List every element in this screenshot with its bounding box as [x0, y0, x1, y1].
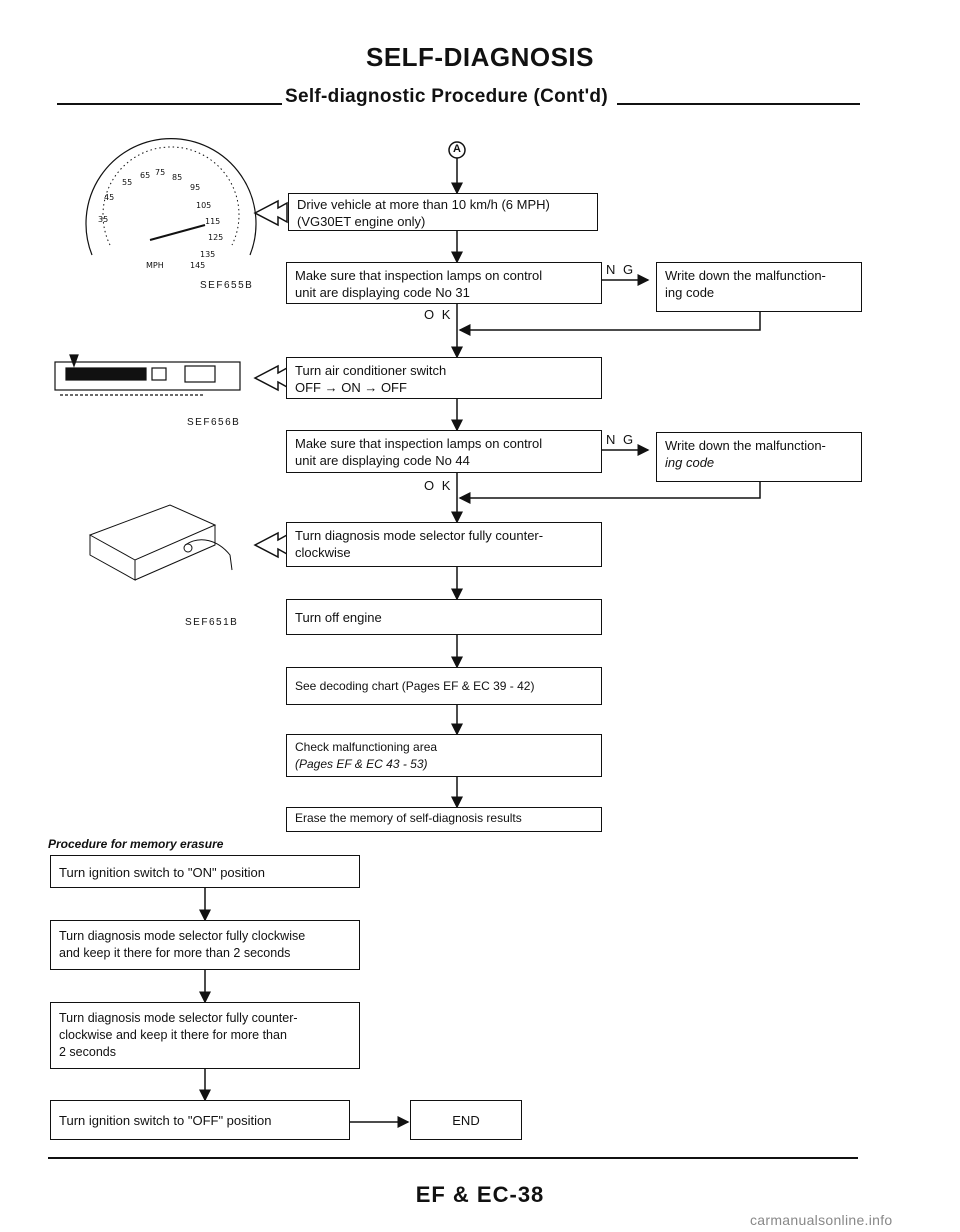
return-ng1: [460, 312, 760, 330]
svg-text:95: 95: [190, 183, 201, 192]
erase-step-ignition-off: Turn ignition switch to "OFF" position: [50, 1100, 350, 1140]
control-panel-illustration: [55, 355, 240, 395]
step-turn-off-engine: Turn off engine: [286, 599, 602, 635]
svg-text:105: 105: [196, 201, 212, 210]
step-decoding-chart: See decoding chart (Pages EF & EC 39 - 42): [286, 667, 602, 705]
svg-text:75: 75: [155, 168, 166, 177]
step-check-malfunction: Check malfunctioning area (Pages EF & EC 43 - 53): [286, 734, 602, 777]
pointer-arrow-2: [255, 366, 287, 390]
step-check-code-44: Make sure that inspection lamps on control unit are displaying code No 44: [286, 430, 602, 473]
pointer-arrow-1: [255, 201, 287, 225]
return-ng2: [460, 482, 760, 498]
svg-text:MPH: MPH: [146, 261, 164, 270]
svg-text:115: 115: [205, 217, 221, 226]
erase-step-selector-clockwise: Turn diagnosis mode selector fully clockwise and keep it there for more than 2 seconds: [50, 920, 360, 970]
footer-rule: [48, 1157, 858, 1159]
svg-text:145: 145: [190, 261, 206, 270]
ng-label-2: N G: [606, 432, 636, 447]
ok-label-1: O K: [424, 307, 453, 322]
step-air-conditioner: Turn air conditioner switch OFF → ON → OFF: [286, 357, 602, 399]
svg-text:85: 85: [172, 173, 183, 182]
ng-write-down-1: Write down the malfunction- ing code: [656, 262, 862, 312]
step-selector-counterclockwise: Turn diagnosis mode selector fully counter- clockwise: [286, 522, 602, 567]
ng-write-down-2: Write down the malfunction- ing code: [656, 432, 862, 482]
svg-text:45: 45: [104, 193, 115, 202]
figure-label-3: SEF651B: [185, 617, 239, 628]
page-title: SELF-DIAGNOSIS: [365, 42, 594, 72]
svg-text:125: 125: [208, 233, 224, 242]
end-box: END: [410, 1100, 522, 1140]
ok-label-2: O K: [424, 478, 453, 493]
erase-step-selector-counterclockwise: Turn diagnosis mode selector fully counter- clockwise and keep it there for more than 2 seconds: [50, 1002, 360, 1069]
erase-step-ignition-on: Turn ignition switch to "ON" position: [50, 855, 360, 888]
figure-label-1: SEF655B: [200, 280, 254, 291]
ng-label-1: N G: [606, 262, 636, 277]
svg-text:55: 55: [122, 178, 133, 187]
pointer-arrow-3: [255, 533, 287, 557]
page-number: EF & EC-38: [415, 1182, 545, 1207]
erasure-heading: Procedure for memory erasure: [48, 837, 224, 851]
svg-text:135: 135: [200, 250, 216, 259]
step-check-code-31: Make sure that inspection lamps on control unit are displaying code No 31: [286, 262, 602, 304]
figure-label-2: SEF656B: [187, 417, 241, 428]
connector-a-label: A: [453, 143, 461, 155]
speedometer-scale: [98, 168, 223, 270]
svg-text:65: 65: [140, 171, 151, 180]
step-drive-vehicle: Drive vehicle at more than 10 km/h (6 MPH) (VG30ET engine only): [288, 193, 598, 231]
ecu-illustration: [90, 505, 232, 580]
section-subtitle: Self-diagnostic Procedure (Cont'd): [285, 86, 608, 107]
svg-text:35: 35: [98, 215, 109, 224]
watermark: carmanualsonline.info: [750, 1212, 893, 1228]
step-erase-memory: Erase the memory of self-diagnosis results: [286, 807, 602, 832]
